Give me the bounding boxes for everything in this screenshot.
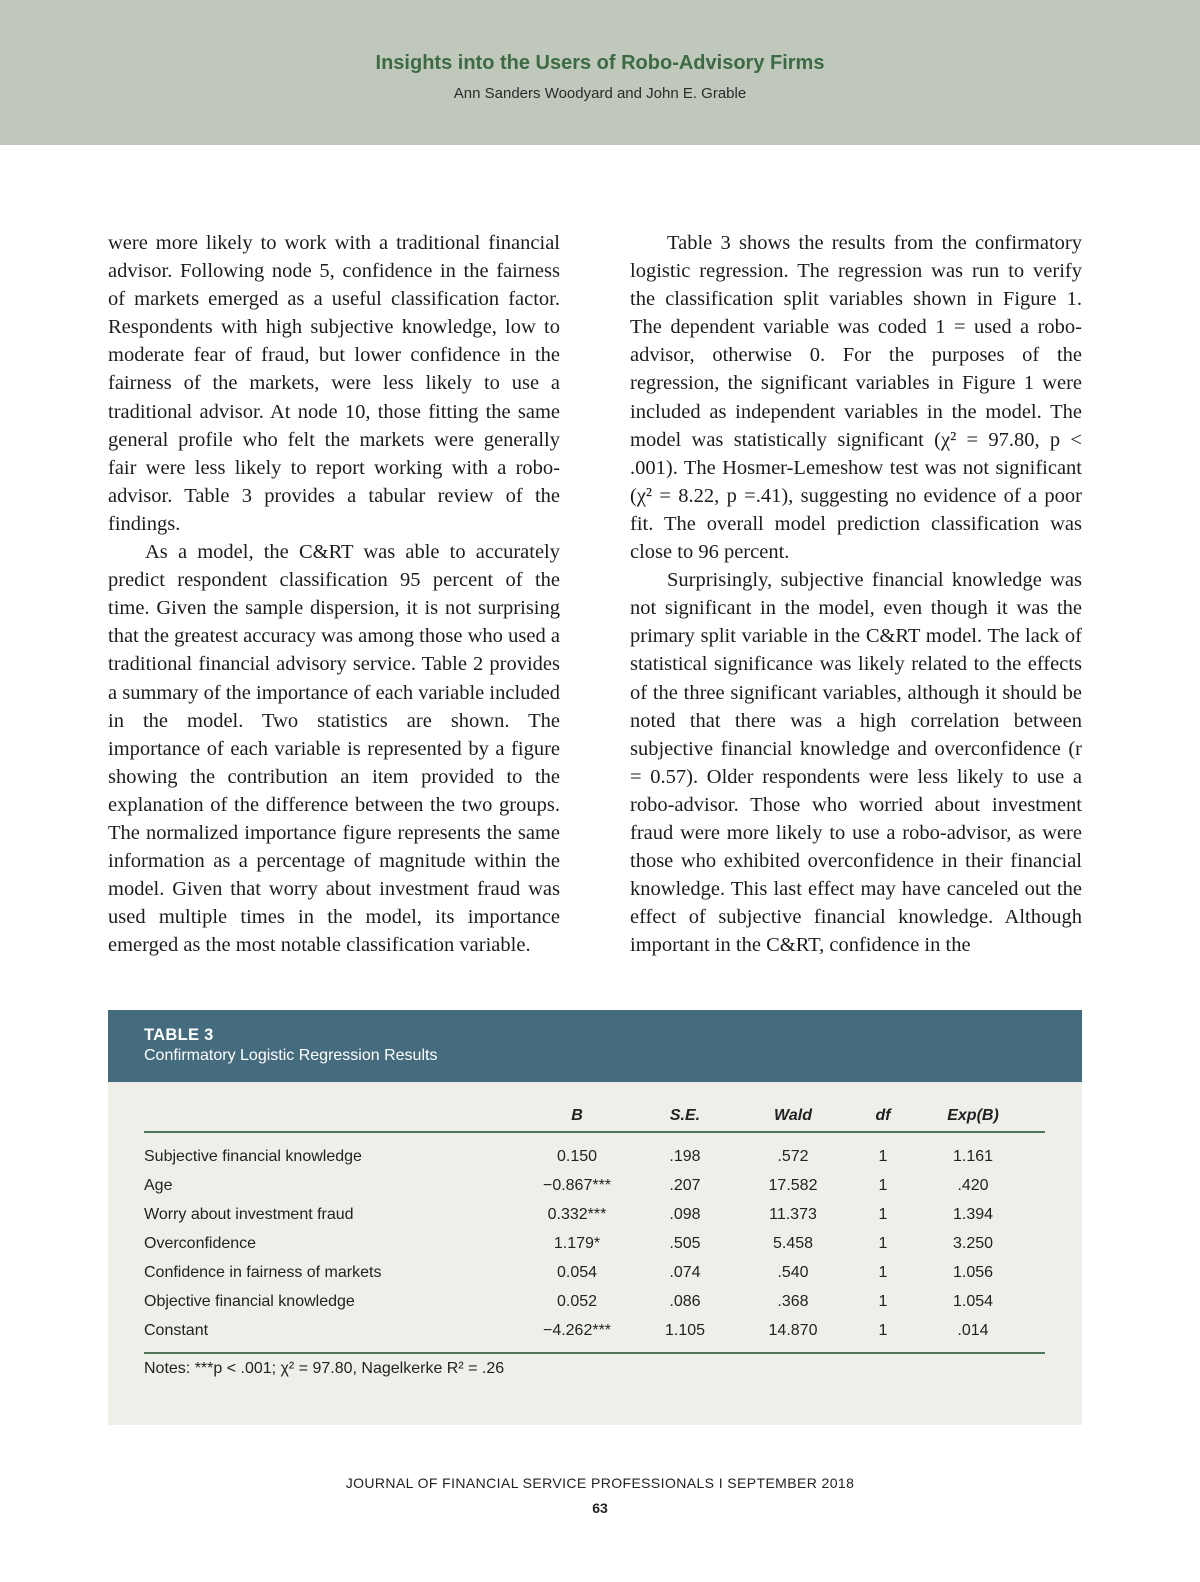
cell-b: 0.332*** xyxy=(547,1206,607,1223)
row-label: Subjective financial knowledge xyxy=(144,1148,362,1165)
row-label: Objective financial knowledge xyxy=(144,1293,355,1310)
footer-journal: JOURNAL OF FINANCIAL SERVICE PROFESSIONALS I SEPTEMBER 2018 xyxy=(345,1475,855,1491)
row-label: Confidence in fairness of markets xyxy=(144,1264,382,1281)
column-header-wald: Wald xyxy=(774,1107,812,1124)
cell-se: .098 xyxy=(669,1206,701,1223)
table-notes: Notes: ***p < .001; χ² = 97.80, Nagelkerke R² = .26 xyxy=(144,1360,505,1377)
row-label: Age xyxy=(144,1177,173,1194)
cell-expb: 1.056 xyxy=(952,1264,994,1281)
column-header-expb: Exp(B) xyxy=(947,1107,999,1124)
table-bottom-rule xyxy=(144,1352,1045,1354)
cell-b: 0.150 xyxy=(556,1148,598,1165)
cell-wald: 14.870 xyxy=(768,1322,818,1339)
cell-wald: 5.458 xyxy=(772,1235,814,1252)
cell-se: .505 xyxy=(669,1235,701,1252)
cell-b: 0.054 xyxy=(556,1264,598,1281)
cell-se: 1.105 xyxy=(664,1322,706,1339)
cell-b: 0.052 xyxy=(556,1293,598,1310)
row-label: Overconfidence xyxy=(144,1235,257,1252)
table-row xyxy=(108,1289,1082,1318)
table-row xyxy=(108,1202,1082,1231)
left-paragraph-2: As a model, the C&RT was able to accurately predict respondent classification 95 percent of the time. Given the sample dispersion, it is not surprising that the greatest accuracy was among those who used a traditional financial advisory service. Table 2 provides a summary of the importance of each variable included in the model. Two statistics are shown. The importance of each variable is represented by a figure showing the contribution an item provided to the explanation of the difference between the two groups. The normalized importance figure represents the same information as a percentage of magnitude within the model. Given that worry about investment fraud was used multiple times in the model, its importance emerged as the most notable classification variable. xyxy=(108,541,560,957)
cell-df: 1 xyxy=(878,1148,888,1165)
cell-expb: .014 xyxy=(957,1322,989,1339)
cell-df: 1 xyxy=(878,1177,888,1194)
table-label: TABLE 3 xyxy=(144,1026,214,1044)
cell-df: 1 xyxy=(878,1264,888,1281)
cell-wald: 11.373 xyxy=(769,1206,817,1223)
right-paragraph-1: Table 3 shows the results from the confirmatory logistic regression. The regression was run to verify the classification split variables shown in Figure 1. The dependent variable was coded 1 = used a robo-advisor, otherwise 0. For the purposes of the regression, the significant variables in Figure 1 were included as independent variables in the model. The model was statistically significant (χ² = 97.80, p < .001). The Hosmer-Lemeshow test was not significant (χ² = 8.22, p =.41), suggesting no evidence of a poor fit. The overall model prediction classification was close to 96 percent. xyxy=(630,232,1082,564)
cell-wald: 17.582 xyxy=(768,1177,818,1194)
table-row xyxy=(108,1173,1082,1202)
cell-b: −4.262*** xyxy=(542,1322,612,1339)
cell-wald: .368 xyxy=(777,1293,809,1310)
header-band xyxy=(0,0,1200,145)
column-header-df: df xyxy=(875,1107,891,1124)
cell-df: 1 xyxy=(878,1293,888,1310)
column-header-b: B xyxy=(571,1107,583,1124)
cell-se: .074 xyxy=(669,1264,701,1281)
column-header-se: S.E. xyxy=(669,1107,701,1124)
left-column xyxy=(108,229,560,959)
cell-wald: .540 xyxy=(777,1264,809,1281)
table-row xyxy=(108,1318,1082,1347)
page-number: 63 xyxy=(592,1500,608,1516)
cell-expb: 1.054 xyxy=(952,1293,994,1310)
table-caption: Confirmatory Logistic Regression Results xyxy=(144,1047,438,1064)
left-paragraph-1: were more likely to work with a traditional financial advisor. Following node 5, confidence in the fairness of markets emerged as a useful classification factor. Respondents with high subjective knowledge, low to moderate fear of fraud, but lower confidence in the fairness of the markets, were less likely to use a traditional advisor. At node 10, those fitting the same general profile who felt the markets were generally fair were less likely to report working with a robo-advisor. Table 3 provides a tabular review of the findings. xyxy=(108,232,560,535)
row-label: Constant xyxy=(144,1322,209,1339)
row-label: Worry about investment fraud xyxy=(144,1206,354,1223)
cell-se: .086 xyxy=(669,1293,701,1310)
cell-b: 1.179* xyxy=(553,1235,601,1252)
cell-expb: 3.250 xyxy=(952,1235,994,1252)
table-row xyxy=(108,1260,1082,1289)
cell-df: 1 xyxy=(878,1322,888,1339)
cell-b: −0.867*** xyxy=(542,1177,612,1194)
cell-se: .198 xyxy=(669,1148,701,1165)
cell-df: 1 xyxy=(878,1235,888,1252)
article-title: Insights into the Users of Robo-Advisory Firms xyxy=(375,52,825,74)
cell-expb: .420 xyxy=(957,1177,989,1194)
cell-wald: .572 xyxy=(777,1148,809,1165)
cell-expb: 1.394 xyxy=(952,1206,994,1223)
table-top-rule xyxy=(144,1131,1045,1133)
right-column xyxy=(630,229,1082,959)
cell-expb: 1.161 xyxy=(952,1148,994,1165)
cell-df: 1 xyxy=(878,1206,888,1223)
table-row xyxy=(108,1231,1082,1260)
table-header-band xyxy=(108,1010,1082,1082)
table-row xyxy=(108,1144,1082,1173)
table-3 xyxy=(108,1010,1082,1425)
right-paragraph-2: Surprisingly, subjective financial knowledge was not significant in the model, even though it was the primary split variable in the C&RT model. The lack of statistical significance was likely related to the effects of the three significant variables, although it should be noted that there was a high correlation between subjective financial knowledge and overconfidence (r = 0.57). Older respondents were less likely to use a robo-advisor. Those who worried about investment fraud were more likely to use a robo-advisor, as were those who exhibited overconfidence in their financial knowledge. This last effect may have canceled out the effect of subjective financial knowledge. Although important in the C&RT, confidence in the xyxy=(630,569,1082,957)
cell-se: .207 xyxy=(669,1177,701,1194)
article-authors: Ann Sanders Woodyard and John E. Grable xyxy=(453,85,747,102)
